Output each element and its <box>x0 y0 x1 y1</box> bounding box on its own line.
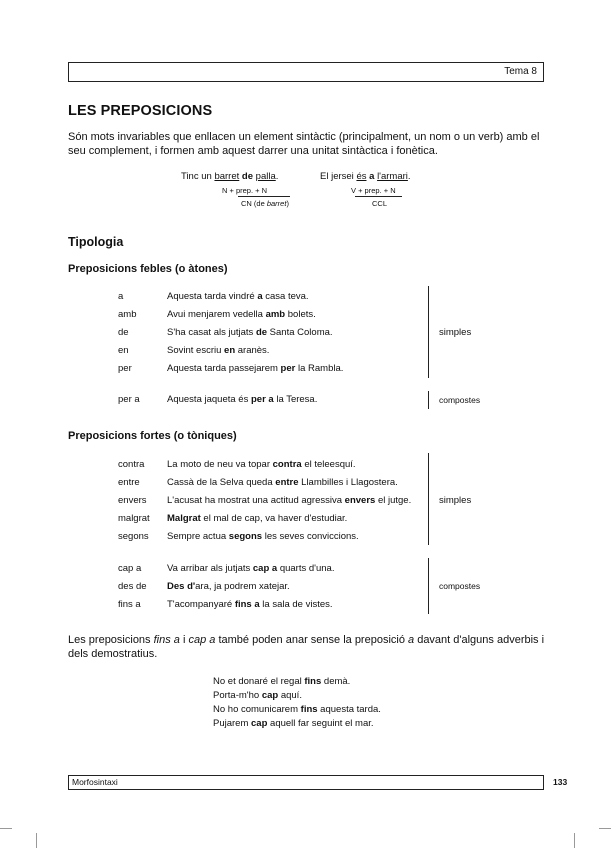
example-label-2: CCL <box>372 199 388 208</box>
preposition-label: per <box>118 363 132 374</box>
category-simple: simples <box>439 327 472 338</box>
preposition-label: entre <box>118 477 140 488</box>
weak-prepositions-heading: Preposicions febles (o àtones) <box>68 263 228 275</box>
preposition-label: des de <box>118 581 147 592</box>
preposition-label: segons <box>118 531 149 542</box>
preposition-label: fins a <box>118 599 141 610</box>
example-sentence: T'acompanyaré fins a la sala de vistes. <box>167 599 333 610</box>
footer-section: Morfosintaxi <box>72 777 118 787</box>
preposition-label: envers <box>118 495 147 506</box>
page-number: 133 <box>553 777 568 787</box>
example-label-1: CN (de barret) <box>241 199 289 208</box>
example-sentence: Des d'ara, ja podrem xatejar. <box>167 581 290 592</box>
example-sentence: Va arribar als jutjats cap a quarts d'una. <box>167 563 335 574</box>
typology-heading: Tipologia <box>68 235 124 249</box>
intro-paragraph: Són mots invariables que enllacen un element sintàctic (principalment, un nom o un verb) amb el seu complement, i formen amb aquest darrer una unitat sintàctica i fonètica. <box>68 131 540 157</box>
example-sentence: Aquesta tarda vindré a casa teva. <box>167 291 309 302</box>
note-paragraph: Les preposicions fins a i cap a també poden anar sense la preposició a davant d'alguns adverbis i dels demostratius. <box>68 634 545 660</box>
example-sentence: Malgrat el mal de cap, va haver d'estudiar. <box>167 513 348 524</box>
adverb-example: No et donaré el regal fins demà. <box>213 676 351 687</box>
header-box <box>68 62 544 82</box>
strong-prepositions-heading: Preposicions fortes (o tòniques) <box>68 430 237 442</box>
crop-mark <box>574 833 575 848</box>
example-sentence: Aquesta jaqueta és per a la Teresa. <box>167 394 318 405</box>
adverb-example: Pujarem cap aquell far seguint el mar. <box>213 718 374 729</box>
example-sentence: Aquesta tarda passejarem per la Rambla. <box>167 363 344 374</box>
category-simple: simples <box>439 495 472 506</box>
preposition-label: per a <box>118 394 140 405</box>
category-divider <box>428 391 429 409</box>
preposition-label: amb <box>118 309 137 320</box>
example-formula-2: V + prep. + N <box>351 186 396 195</box>
adverb-example: Porta-m'ho cap aquí. <box>213 690 302 701</box>
page-title: LES PREPOSICIONS <box>68 103 213 119</box>
example-sentence: L'acusat ha mostrat una actitud agressiva envers el jutge. <box>167 495 412 506</box>
example-formula-1: N + prep. + N <box>222 186 268 195</box>
example-sentence: La moto de neu va topar contra el teleesquí. <box>167 459 356 470</box>
example-sentence-1: Tinc un barret de palla. <box>181 171 279 182</box>
example-sentence: Avui menjarem vedella amb bolets. <box>167 309 316 320</box>
footer-box <box>68 775 544 790</box>
category-divider <box>428 286 429 378</box>
adverb-example: No ho comunicarem fins aquesta tarda. <box>213 704 381 715</box>
category-compound: compostes <box>439 395 481 405</box>
example-sentence: Cassà de la Selva queda entre Llambilles i Llagostera. <box>167 477 398 488</box>
preposition-label: a <box>118 291 124 302</box>
tema-label: Tema 8 <box>504 66 537 77</box>
preposition-label: en <box>118 345 129 356</box>
category-divider <box>428 453 429 545</box>
preposition-label: contra <box>118 459 145 470</box>
example-sentence: Sempre actua segons les seves conviccions. <box>167 531 359 542</box>
example-sentence: S'ha casat als jutjats de Santa Coloma. <box>167 327 333 338</box>
example-sentence-2: El jersei és a l'armari. <box>320 171 411 182</box>
crop-mark <box>599 828 611 829</box>
example-rule-1 <box>238 196 290 197</box>
category-compound: compostes <box>439 581 481 591</box>
crop-mark <box>0 828 12 829</box>
crop-mark <box>36 833 37 848</box>
category-divider <box>428 558 429 614</box>
example-sentence: Sovint escriu en aranès. <box>167 345 270 356</box>
example-rule-2 <box>355 196 402 197</box>
preposition-label: cap a <box>118 563 142 574</box>
preposition-label: de <box>118 327 129 338</box>
preposition-label: malgrat <box>118 513 150 524</box>
